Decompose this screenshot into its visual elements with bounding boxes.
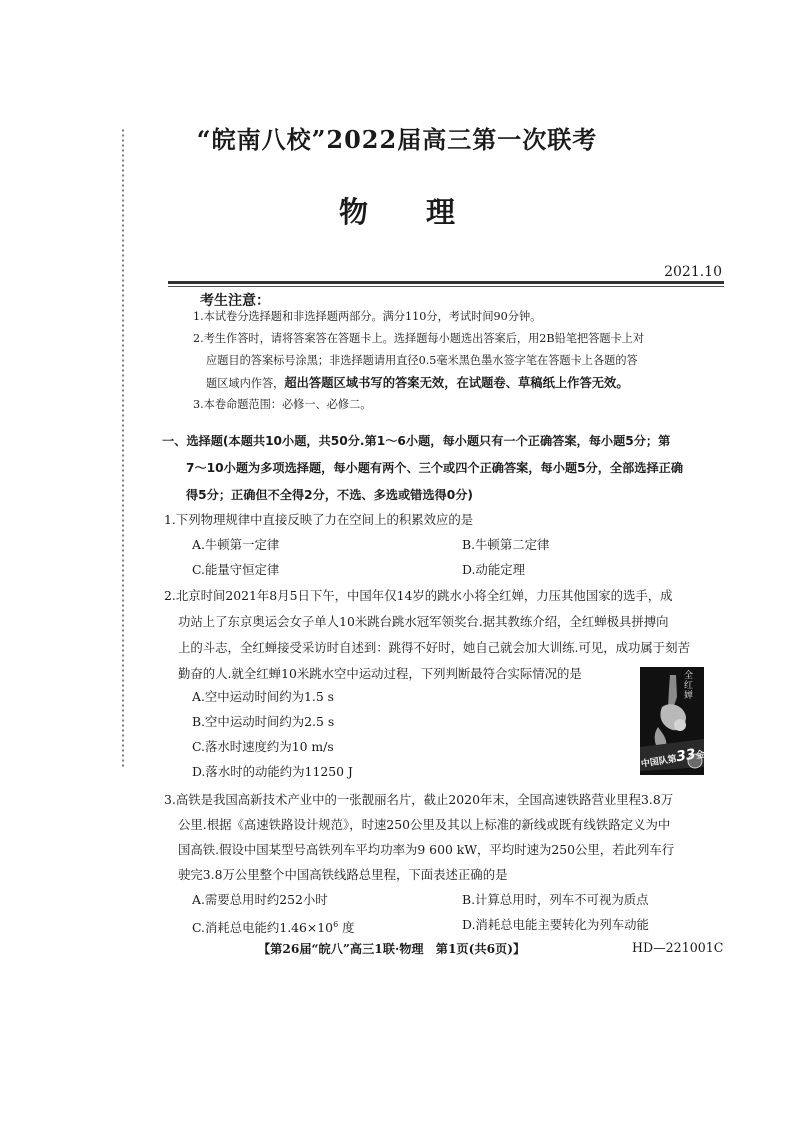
section-1-line-3: 得5分；正确但不全得2分，不选、多选或错选得0分) — [186, 488, 473, 502]
q2-line-4: 勤奋的人.就全红蝉10米跳水空中运动过程，下列判断最符合实际情况的是 — [178, 666, 582, 681]
photo-medal-suffix: 金 — [695, 749, 706, 762]
q3-line-1: 3.高铁是我国高新技术产业中的一张靓丽名片，截止2020年末，全国高速铁路营业里程3.8万 — [164, 792, 674, 807]
notice-item-2-line-3-text: 题区域内作答， — [206, 377, 285, 390]
subject-title — [0, 190, 794, 231]
diver-photo — [640, 667, 704, 775]
subject-char-2: 理 — [426, 195, 456, 229]
page-footer: 【第26届“皖八”高三1联·物理 第1页(共6页)】 — [258, 942, 526, 956]
q1-option-a: A.牛顿第一定律 — [192, 537, 280, 552]
section-1-line-1: 一、选择题(本题共10小题，共50分.第1～6小题，每小题只有一个正确答案，每小题5分；第 — [162, 434, 671, 448]
subject-char-1: 物 — [338, 195, 368, 229]
photo-medal-number: 33 — [675, 746, 697, 766]
notice-item-2-line-2: 应题目的答案标号涂黑；非选择题请用直径0.5毫米黑色墨水签字笔在答题卡上各题的答 — [206, 354, 638, 367]
q2-option-a: A.空中运动时间约为1.5 s — [192, 689, 335, 704]
q3-option-b: B.计算总用时，列车不可视为质点 — [462, 892, 649, 907]
q3-option-c-prefix: C.消耗总电能约1.46×10 — [192, 920, 334, 936]
notice-item-2-line-1: 2.考生作答时，请将答案答在答题卡上。选择题每小题选出答案后，用2B铅笔把答题卡上对 — [193, 332, 645, 345]
q3-option-a: A.需要总用时约252小时 — [192, 892, 328, 907]
notice-item-2-line-3 — [206, 372, 734, 395]
q3-line-4: 驶完3.8万公里整个中国高铁线路总里程，下面表述正确的是 — [178, 867, 508, 882]
q3-option-c-suffix: 度 — [342, 920, 355, 936]
q3-option-c-exponent: 6 — [333, 920, 339, 929]
q3-line-3: 国高铁.假设中国某型号高铁列车平均功率为9 600 kW，平均时速为250公里，若此列车行 — [178, 842, 675, 857]
photo-banner-text: 中国队第 — [640, 754, 678, 770]
q2-line-1: 2.北京时间2021年8月5日下午，中国年仅14岁的跳水小将全红婵，力压其他国家的选手，成 — [164, 588, 673, 603]
q2-line-3: 上的斗志，全红蝉接受采访时自述到：跳得不好时，她自己就会加大训练.可见，成功属于刻苦 — [178, 640, 690, 655]
q1-option-c: C.能量守恒定律 — [192, 562, 280, 577]
q1-stem: 1.下列物理规律中直接反映了力在空间上的积累效应的是 — [164, 512, 474, 527]
paper-code: HD—221001C — [632, 940, 724, 955]
q3-line-2: 公里.根据《高速铁路设计规范》，时速250公里及其以上标准的新线或既有线铁路定义为中 — [178, 817, 671, 832]
q3-option-c — [192, 913, 355, 940]
header-rule-thin — [168, 286, 724, 287]
q2-option-c: C.落水时速度约为10 m/s — [192, 739, 334, 754]
notice-heading: 考生注意： — [200, 293, 270, 309]
q1-option-b: B.牛顿第二定律 — [462, 537, 550, 552]
exam-title: “皖南八校”2022届高三第一次联考 — [196, 125, 598, 154]
exam-date: 2021.10 — [664, 264, 722, 280]
q1-option-d: D.动能定理 — [462, 562, 525, 577]
q2-option-b: B.空中运动时间约为2.5 s — [192, 714, 335, 729]
notice-warning-bold: 超出答题区域书写的答案无效，在试题卷、草稿纸上作答无效。 — [284, 376, 629, 390]
section-1-line-2: 7～10小题为多项选择题，每小题有两个、三个或四个正确答案，每小题5分，全部选择正确 — [186, 461, 684, 475]
q2-line-2: 功站上了东京奥运会女子单人10米跳台跳水冠军领奖台.据其教练介绍，全红蝉极具拼搏向 — [178, 614, 669, 629]
header-rule — [168, 281, 724, 284]
photo-vertical-text: 全红婵 — [684, 671, 694, 701]
q3-option-d: D.消耗总电能主要转化为列车动能 — [462, 917, 649, 932]
notice-item-3: 3.本卷命题范围：必修一、必修二。 — [193, 398, 372, 411]
q2-option-d: D.落水时的动能约为11250 J — [192, 764, 353, 779]
notice-item-1: 1.本试卷分选择题和非选择题两部分。满分110分，考试时间90分钟。 — [193, 310, 542, 323]
